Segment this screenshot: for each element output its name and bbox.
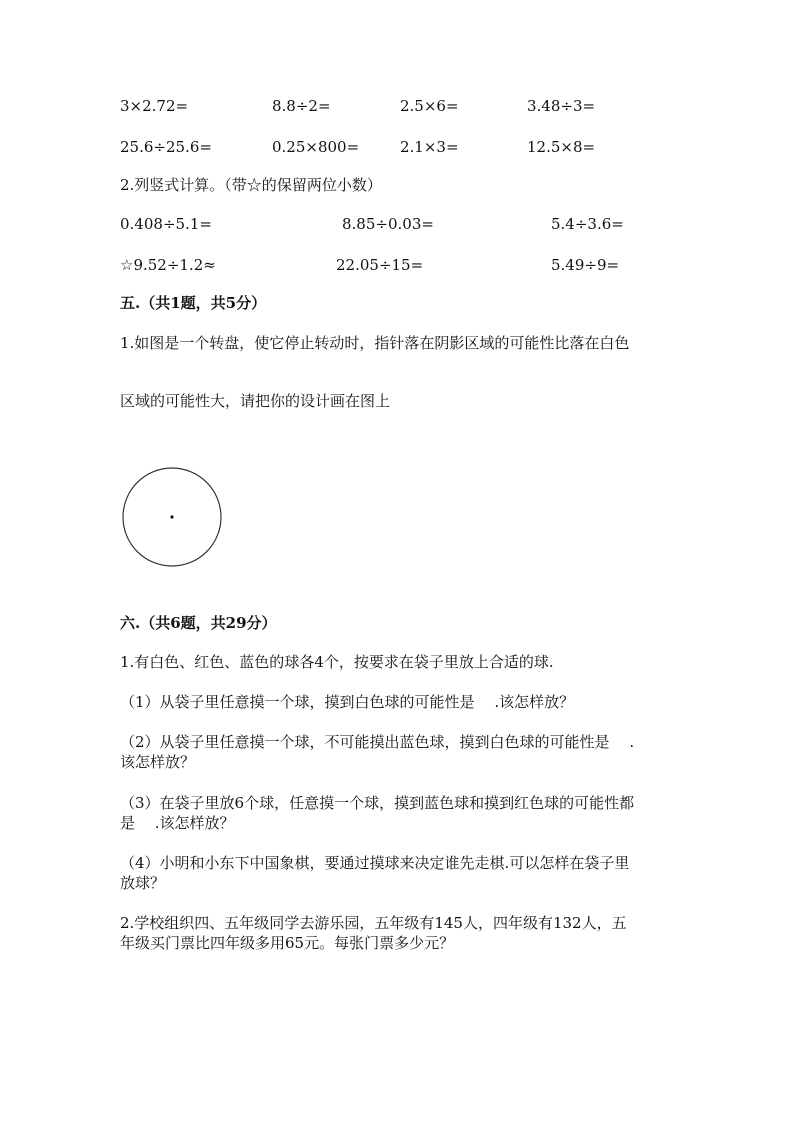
sub-question-text: （1）从袋子里任意摸一个球，摸到白色球的可能性是 .该怎样放？ bbox=[120, 693, 575, 711]
calc-item: 25.6÷25.6= bbox=[120, 138, 212, 156]
calc-item: 3×2.72= bbox=[120, 97, 189, 115]
calc-item: 8.85÷0.03= bbox=[342, 215, 434, 233]
calc-item: 5.49÷9= bbox=[551, 256, 620, 274]
sub-question-text: （3）在袋子里放6个球，任意摸一个球，摸到蓝色球和摸到红色球的可能性都 bbox=[120, 794, 635, 812]
question-text: 1.有白色、红色、蓝色的球各4个，按要求在袋子里放上合适的球. bbox=[120, 653, 554, 671]
calc-item: 0.408÷5.1= bbox=[120, 215, 212, 233]
sub-question-text: （2）从袋子里任意摸一个球，不可能摸出蓝色球，摸到白色球的可能性是 . bbox=[120, 733, 635, 751]
calc-item: 22.05÷15= bbox=[336, 256, 424, 274]
sub-question-text: 放球？ bbox=[120, 874, 166, 892]
question-text: 区域的可能性大，请把你的设计画在图上 bbox=[120, 392, 391, 410]
sub-question-text: 是 .该怎样放？ bbox=[120, 814, 235, 832]
spinner-circle bbox=[122, 467, 222, 567]
calc-item: 8.8÷2= bbox=[272, 97, 331, 115]
section-heading: 六.（共6题，共29分） bbox=[120, 614, 277, 632]
calc-item: ☆9.52÷1.2≈ bbox=[120, 256, 216, 274]
question-text: 1.如图是一个转盘，使它停止转动时，指针落在阴影区域的可能性比落在白色 bbox=[120, 334, 630, 352]
calc-item: 3.48÷3= bbox=[527, 97, 596, 115]
calc-item: 5.4÷3.6= bbox=[551, 215, 624, 233]
calc-item: 2.5×6= bbox=[400, 97, 459, 115]
calc-item: 12.5×8= bbox=[527, 138, 596, 156]
section-heading: 五.（共1题，共5分） bbox=[120, 294, 267, 312]
spinner-center-dot bbox=[170, 515, 173, 518]
sub-question-text: 该怎样放？ bbox=[120, 753, 196, 771]
calc-item: 0.25×800= bbox=[272, 138, 360, 156]
sub-question-text: （4）小明和小东下中国象棋，要通过摸球来决定谁先走棋.可以怎样在袋子里 bbox=[120, 854, 630, 872]
question-text: 年级买门票比四年级多用65元。每张门票多少元？ bbox=[120, 934, 455, 952]
question-title: 2.列竖式计算。（带☆的保留两位小数） bbox=[120, 176, 382, 194]
calc-item: 2.1×3= bbox=[400, 138, 459, 156]
question-text: 2.学校组织四、五年级同学去游乐园，五年级有145人，四年级有132人，五 bbox=[120, 914, 627, 932]
